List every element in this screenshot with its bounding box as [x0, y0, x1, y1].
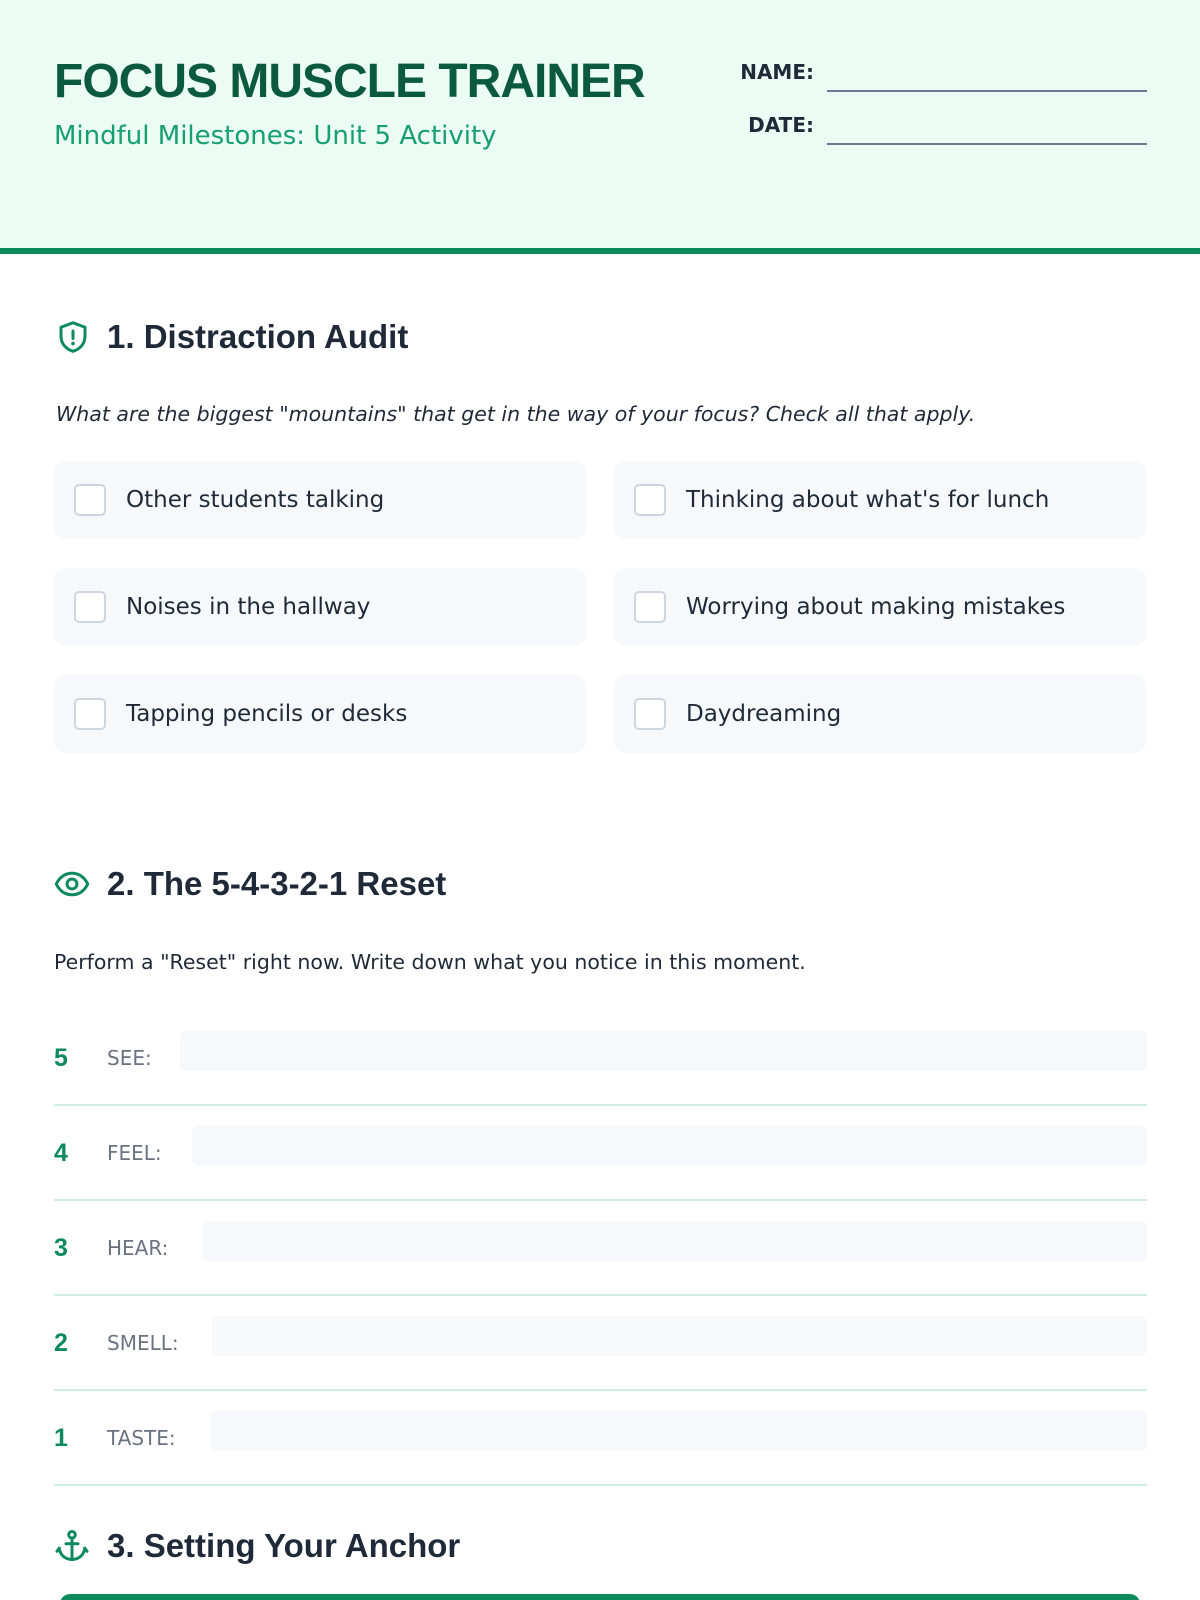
- option-label: Tapping pencils or desks: [126, 701, 408, 727]
- distraction-option[interactable]: [614, 568, 1146, 646]
- option-label: Other students talking: [126, 487, 385, 513]
- date-label: DATE:: [748, 113, 814, 137]
- option-label: Daydreaming: [686, 701, 842, 727]
- sense-number: 2: [54, 1329, 68, 1357]
- sense-label: SEE:: [107, 1046, 152, 1070]
- date-field[interactable]: [827, 143, 1147, 145]
- feel-input[interactable]: [192, 1126, 1147, 1166]
- sense-number: 4: [54, 1139, 68, 1167]
- checkbox[interactable]: [74, 591, 106, 623]
- sense-row-smell: [54, 1296, 1147, 1391]
- anchor-panel-top: [60, 1594, 1140, 1600]
- shield-alert-icon: [55, 319, 91, 355]
- see-input[interactable]: [180, 1031, 1147, 1071]
- sense-row-hear: [54, 1201, 1147, 1296]
- checkbox[interactable]: [74, 484, 106, 516]
- worksheet-title: FOCUS MUSCLE TRAINER: [54, 55, 645, 108]
- option-label: Worrying about making mistakes: [686, 594, 1066, 620]
- option-label: Thinking about what's for lunch: [686, 487, 1050, 513]
- sense-number: 3: [54, 1234, 68, 1262]
- sense-number: 1: [54, 1424, 68, 1452]
- sense-label: FEEL:: [107, 1141, 162, 1165]
- section-title-anchor: 3. Setting Your Anchor: [107, 1527, 461, 1564]
- worksheet-subtitle: Mindful Milestones: Unit 5 Activity: [54, 121, 497, 151]
- option-label: Noises in the hallway: [126, 594, 371, 620]
- reset-instruction: Perform a "Reset" right now. Write down what you notice in this moment.: [54, 950, 806, 974]
- anchor-icon: [54, 1528, 90, 1564]
- sense-label: SMELL:: [107, 1331, 179, 1355]
- taste-input[interactable]: [210, 1411, 1147, 1451]
- worksheet-header: [0, 0, 1200, 254]
- checkbox[interactable]: [634, 591, 666, 623]
- sense-number: 5: [54, 1044, 68, 1072]
- checkbox[interactable]: [634, 484, 666, 516]
- distraction-instruction: What are the biggest "mountains" that get in the way of your focus? Check all that apply.: [56, 402, 976, 426]
- distraction-option[interactable]: [54, 461, 586, 539]
- name-field[interactable]: [827, 90, 1147, 92]
- name-label: NAME:: [740, 60, 814, 84]
- sense-label: HEAR:: [107, 1236, 169, 1260]
- smell-input[interactable]: [212, 1316, 1147, 1356]
- section-title-reset: 2. The 5-4-3-2-1 Reset: [107, 865, 447, 902]
- checkbox[interactable]: [74, 698, 106, 730]
- sense-label: TASTE:: [107, 1426, 176, 1450]
- eye-icon: [54, 866, 90, 902]
- distraction-option[interactable]: [54, 675, 586, 753]
- sense-row-see: [54, 1011, 1147, 1106]
- distraction-option[interactable]: [54, 568, 586, 646]
- sense-row-feel: [54, 1106, 1147, 1201]
- sense-row-taste: [54, 1391, 1147, 1486]
- hear-input[interactable]: [202, 1221, 1147, 1261]
- section-title-distraction-audit: 1. Distraction Audit: [107, 318, 409, 355]
- distraction-option[interactable]: [614, 461, 1146, 539]
- distraction-option[interactable]: [614, 675, 1146, 753]
- checkbox[interactable]: [634, 698, 666, 730]
